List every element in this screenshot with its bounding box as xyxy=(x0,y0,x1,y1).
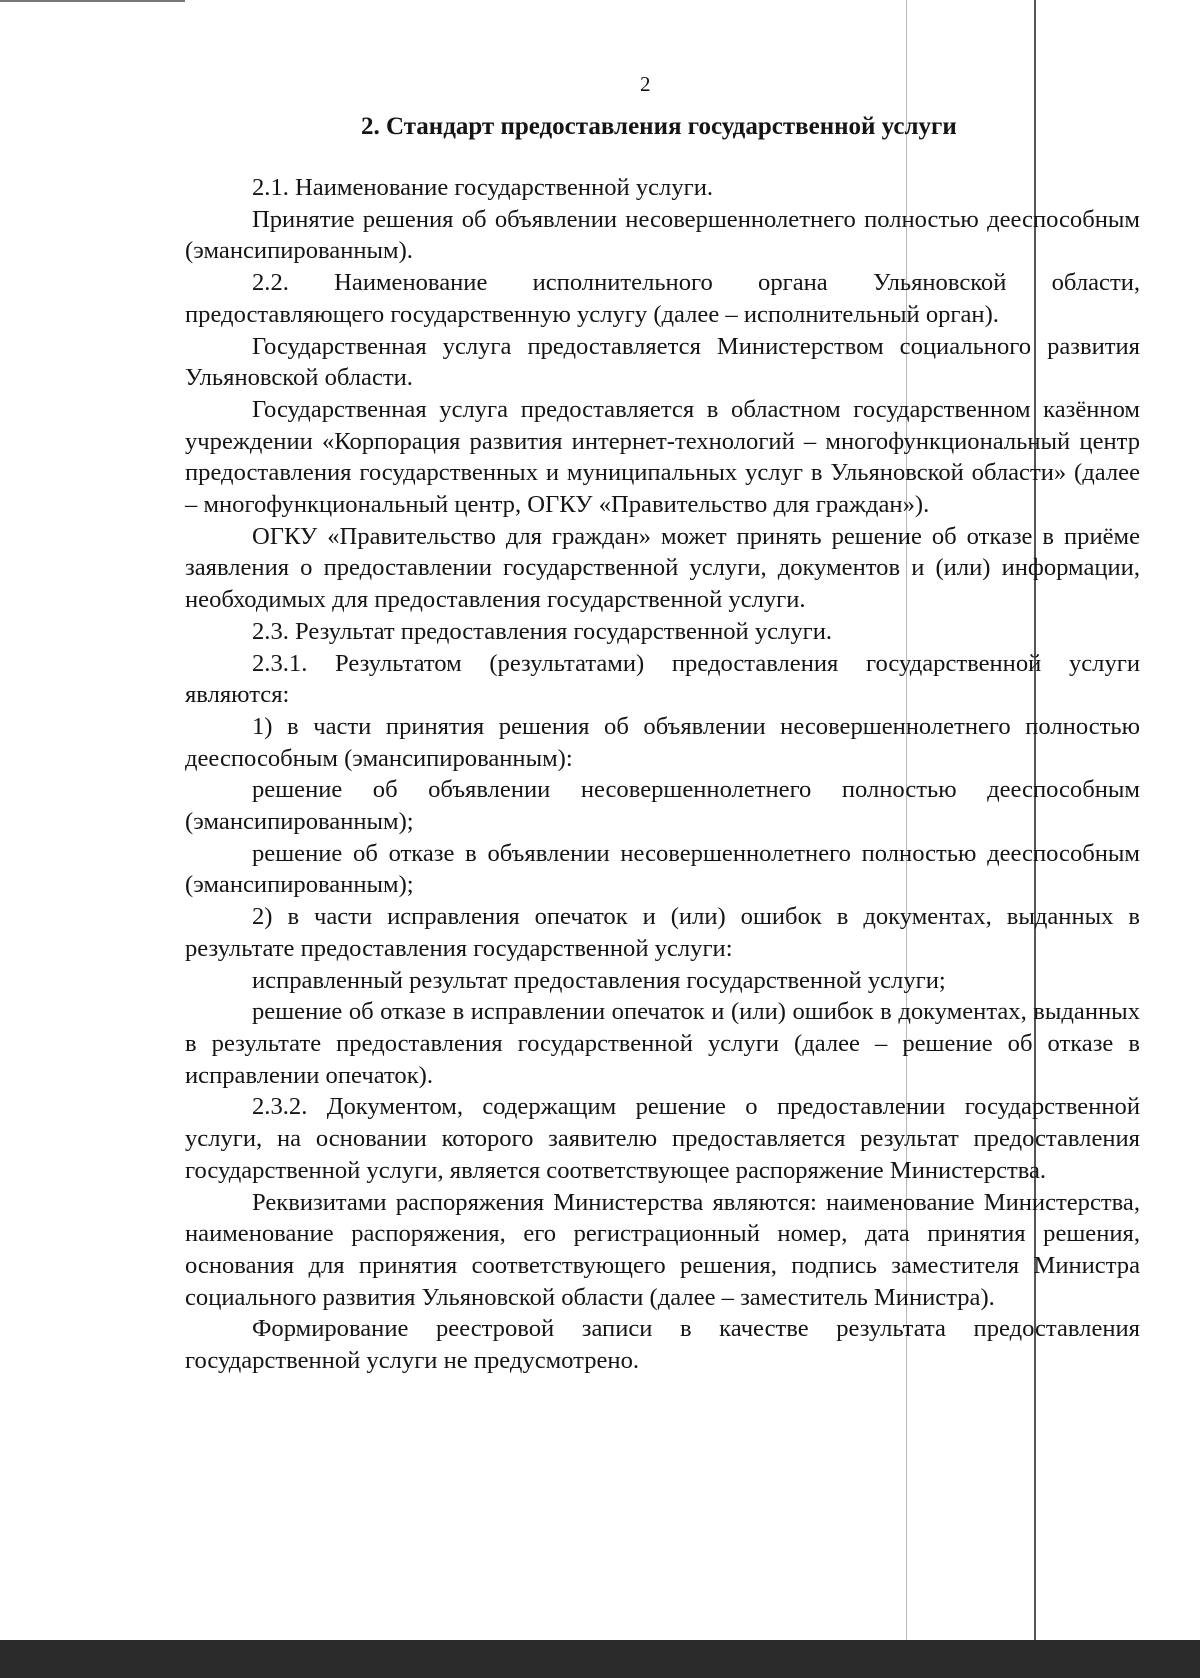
paragraph: Принятие решения об объявлении несовершеннолетнего полностью дееспособным (эмансипированным). xyxy=(185,205,1140,265)
paragraph: 2.3.1. Результатом (результатами) предоставления государственной услуги являются: xyxy=(185,649,1140,709)
paragraph: Формирование реестровой записи в качестве результата предоставления государственной услуги не предусмотрено. xyxy=(185,1315,1140,1375)
paragraph: решение об объявлении несовершеннолетнего полностью дееспособным (эмансипированным); xyxy=(185,776,1140,836)
paragraph: исправленный результат предоставления государственной услуги; xyxy=(252,966,946,994)
section-heading: 2. Стандарт предоставления государственной услуги xyxy=(361,113,957,140)
paragraph: 1) в части принятия решения об объявлении несовершеннолетнего полностью дееспособным (эмансипированным): xyxy=(185,712,1140,772)
paragraph: ОГКУ «Правительство для граждан» может принять решение об отказе в приёме заявления о предоставлении государственной услуги, документов и (или) информации, необходимых для предоставления государственной услуги. xyxy=(185,522,1140,614)
paragraph: Государственная услуга предоставляется в областном государственном казённом учреждении «Корпорация развития интернет-технологий – многофункциональный центр предоставления государственных и муниципальных услуг в Ульяновской области» (далее – многофункциональный центр, ОГКУ «Правительство для граждан»). xyxy=(185,395,1140,519)
paragraph: 2.1. Наименование государственной услуги. xyxy=(252,174,714,201)
paragraph: 2) в части исправления опечаток и (или) ошибок в документах, выданных в результате предоставления государственной услуги: xyxy=(185,903,1140,962)
scan-bottom-edge xyxy=(0,1640,1200,1678)
paragraph: 2.2. Наименование исполнительного органа Ульяновской области, предоставляющего государственную услугу (далее – исполнительный орган). xyxy=(185,269,1140,328)
paragraph: Реквизитами распоряжения Министерства являются: наименование Министерства, наименование распоряжения, его регистрационный номер, дата принятия решения, основания для принятия соответствующего решения, подпись заместителя Министра социального развития Ульяновской области (далее – заместитель Министра). xyxy=(185,1188,1140,1311)
paragraph: 2.3. Результат предоставления государственной услуги. xyxy=(252,617,833,645)
paragraph: решение об отказе в исправлении опечаток и (или) ошибок в документах, выданных в результате предоставления государственной услуги (далее – решение об отказе в исправлении опечаток). xyxy=(185,998,1140,1089)
paragraph: 2.3.2. Документом, содержащим решение о предоставлении государственной услуги, на основании которого заявителю предоставляется результат предоставления государственной услуги, является соответствующее распоряжение Министерства. xyxy=(185,1093,1140,1184)
paragraph: Государственная услуга предоставляется Министерством социального развития Ульяновской области. xyxy=(185,332,1140,392)
page-number: 2 xyxy=(640,72,651,96)
top-edge-rule xyxy=(0,0,185,2)
paragraph: решение об отказе в объявлении несовершеннолетнего полностью дееспособным (эмансипированным); xyxy=(185,839,1140,899)
document-body xyxy=(185,172,1140,1377)
